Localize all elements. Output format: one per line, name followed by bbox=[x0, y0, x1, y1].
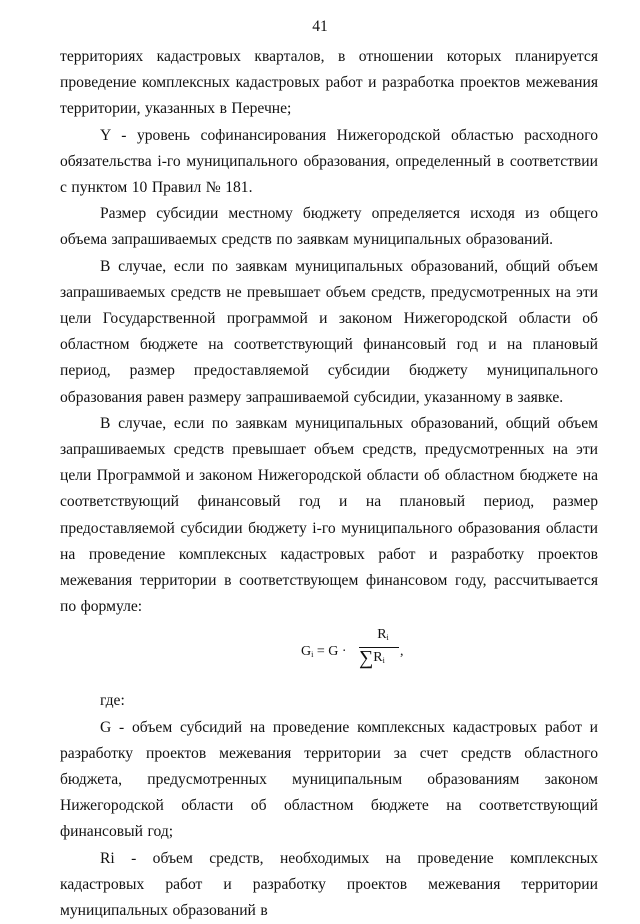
sum-symbol: ∑ bbox=[359, 647, 374, 670]
paragraph-case-not-exceeds: В случае, если по заявкам муниципальных образований, общий объем запрашиваемых средств не превышает объем средств, предусмотренных на эти цели Государственной программой и законом Нижегородской области об областном бюджете на соответствующий финансовый год и на плановый период, размер предоставляемой субсидии бюджету муниципального образования равен размеру запрашиваемой субсидии, указанному в заявке. bbox=[60, 257, 598, 406]
formula-denominator: $\sum R_i$ bbox=[359, 647, 385, 670]
formula-numerator: $R_i$ bbox=[377, 627, 389, 643]
paragraph-ri-definition: Ri - объем средств, необходимых на проведение комплексных кадастровых работ и разработку проектов межевания территории муниципальных образований в bbox=[60, 849, 598, 920]
paragraph-case-exceeds: В случае, если по заявкам муниципальных образований, общий объем запрашиваемых средств превышает объем средств, предусмотренных на эти цели Программой и законом Нижегородской области об областном бюджете на соответствующий финансовый год и на плановый период, размер предоставляемой субсидии бюджету i-го муниципального образования области на проведение комплексных кадастровых работ и разработку проектов межевания территории в соответствующем финансовом году, рассчитывается по формуле: bbox=[60, 414, 598, 616]
paragraph-where: где: bbox=[100, 692, 125, 710]
paragraph-y-definition: Y - уровень софинансирования Нижегородской областью расходного обязательства i-го муниципального образования, определенный в соответствии с пунктом 10 Правил № 181. bbox=[60, 126, 598, 197]
formula-left-side: $G_i = G$ · bbox=[301, 644, 347, 660]
page-content bbox=[60, 44, 598, 924]
paragraph-g-definition: G - объем субсидий на проведение комплексных кадастровых работ и разработку проектов межевания территории за счет средств областного бюджета, предусмотренных муниципальным образованиям законом Нижегородской области об областном бюджете на соответствующий финансовый год; bbox=[60, 718, 598, 841]
page-number: 41 bbox=[312, 18, 328, 35]
formula-comma: , bbox=[400, 644, 404, 660]
paragraph-subsidy-size: Размер субсидии местному бюджету определяется исходя из общего объема запрашиваемых средств по заявкам муниципальных образований. bbox=[60, 205, 598, 249]
paragraph-continuation: территориях кадастровых кварталов, в отношении которых планируется проведение комплексных кадастровых работ и разработка проектов межевания территории, указанных в Перечне; bbox=[60, 48, 598, 118]
subsidy-formula bbox=[60, 620, 598, 684]
